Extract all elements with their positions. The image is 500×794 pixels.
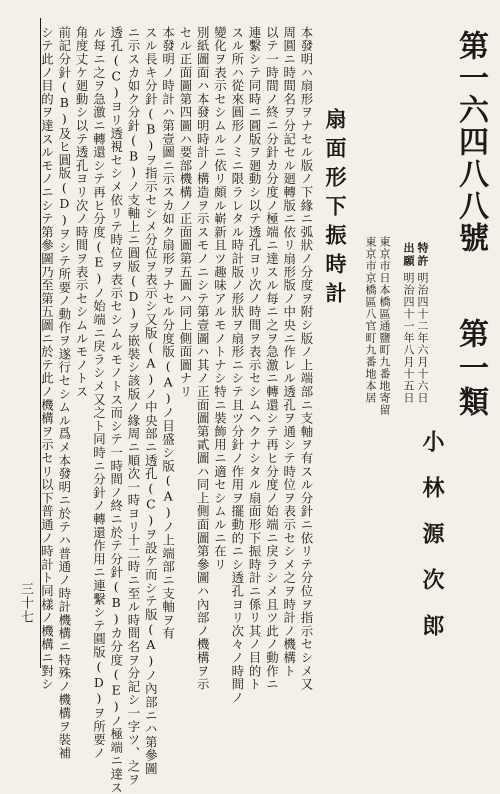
patent-number: 第一六四八八號 — [453, 30, 488, 254]
filed-label: 出願 — [402, 242, 415, 268]
applicant-address-1: 東京市京橋區八官町九番地本居 — [364, 236, 377, 404]
body-line: 周圓ニ時間名ヲ分記セル廻轉版ニ依リ扇形版ノ中央ニ作レル透孔ヲ通シテ時位ヲ表示セシメ之ヲ時計ノ機構ト — [281, 26, 297, 678]
body-line: ニ示スカ如ク分針(B)ノ支軸上ニ圓版(D)ヲ嵌裝シ該版ノ緣周ニ順次一時ヨリ十二時ニ至ル時間名ヲ分記シ一字ツ、之ヲ — [126, 26, 141, 787]
applicant-name: 小林源次郎 — [419, 430, 445, 660]
filed-date: 明治四十一年八月十五日 — [402, 272, 415, 404]
granted-label: 特許 — [416, 242, 429, 268]
body-line: ル每ニ之ヲ急激ニ轉還シテ再ヒ分度(E)ノ始端ニ戾ラシメ又之ト同時ニ分針ノ轉還作用ニ連繫シテ圓版(D)ヲ所要ノ — [91, 26, 107, 760]
body-line: 角度丈ケ廻動シ以テ透孔ヨリ次ノ時間ヲ表示セシムルモノトス — [74, 26, 90, 399]
body-line: 本發明ハ扇形ヲナセル版ノ下緣ニ弧狀ノ分度ヲ附シ版ノ上端部ニ支軸ヲ有スル分針ニ依リテ分位ヲ指示セシメ又 — [299, 26, 314, 691]
body-line: 本發明ノ時計ハ第壹圖ニ示スカ如ク扇形ヲナセル分度版(A)ノ目盛シ版(A)ノ上端部ニ支軸ヲ有 — [160, 26, 176, 641]
body-line: 透孔(C)ヨリ透視セシメ依リテ時位ヲ表示セシムルモノトス而シテ一時間ノ終ニ於テ分針(B)カ分度(E)ノ極端ニ達ス — [108, 26, 124, 794]
body-line: 前記分針(B)及ヒ圓版(D)ヲシテ所要ノ動作ヲ遂行セシムル爲メ本發明ニ於テハ普通ノ時計機構ニ特殊ノ機構ヲ裝補 — [56, 26, 72, 760]
body-line: スル所ハ從來圓形ノミニ限ラレタル時計版ノ形狀ヲ扇形ニシテ且ツ分針ノ作用ヲ擺動的ニシ透孔ヨリ次々ノ時間ノ — [229, 26, 245, 705]
body-line: シテ此ノ目的ヲ達スルモノニシテ第參圖乃至第五圖ニ於テ此ノ機構ヲ示セリ以下普通ノ時計ト同樣ノ機構ニ對シ — [39, 26, 55, 691]
patent-class: 第一類 — [453, 318, 488, 420]
body-line: 別紙圖面ハ本發明時計ノ構造ヲ示スモノニシテ第壹圖ハ其ノ正面圖第貳圖ハ同上側面圖第參圖ハ內部ノ機構ヲ示 — [195, 26, 211, 691]
invention-title: 扇面形下振時計 — [323, 108, 348, 311]
body-line: スル長キ分針(B)ヲ指示セシメ分位ヲ表示シ又版(A)ノ中央部ニ透孔(C)ヲ設ケ而シテ版(A)ノ內部ニハ第參圖 — [143, 26, 159, 776]
applicant-address-2: 東京市日本橋區通鹽町九番地寄留 — [378, 236, 391, 416]
granted-date: 明治四十二年六月十六日 — [416, 272, 429, 404]
body-line: 連繫シテ同時ニ圓版ヲ廻動シ以テ透孔ヨリ次ノ時間ヲ表示セシムヘクナシタル扇面形下振時計ニ係リ其ノ目的ト — [247, 26, 263, 691]
body-line: セル正面圖第四圖ハ要部機構ノ正面圖第五圖ハ同上側面圖ナリ — [177, 26, 193, 399]
body-line: 變化ヲ表示セシムルニ依リ頗ル嶄新且ツ趣味アルモノトナシ特ニ裝飾用ニ適セシムルニ在リ — [212, 26, 228, 572]
page-number: 三十七 — [18, 582, 33, 624]
body-line: 以テ一時間ノ終ニ分針カ分度ノ極端ニ達スル每ニ之ヲ急激ニ轉還シテ再ヒ分度ノ始端ニ戾ラシメ且ツ此ノ動作ニ — [264, 26, 280, 691]
